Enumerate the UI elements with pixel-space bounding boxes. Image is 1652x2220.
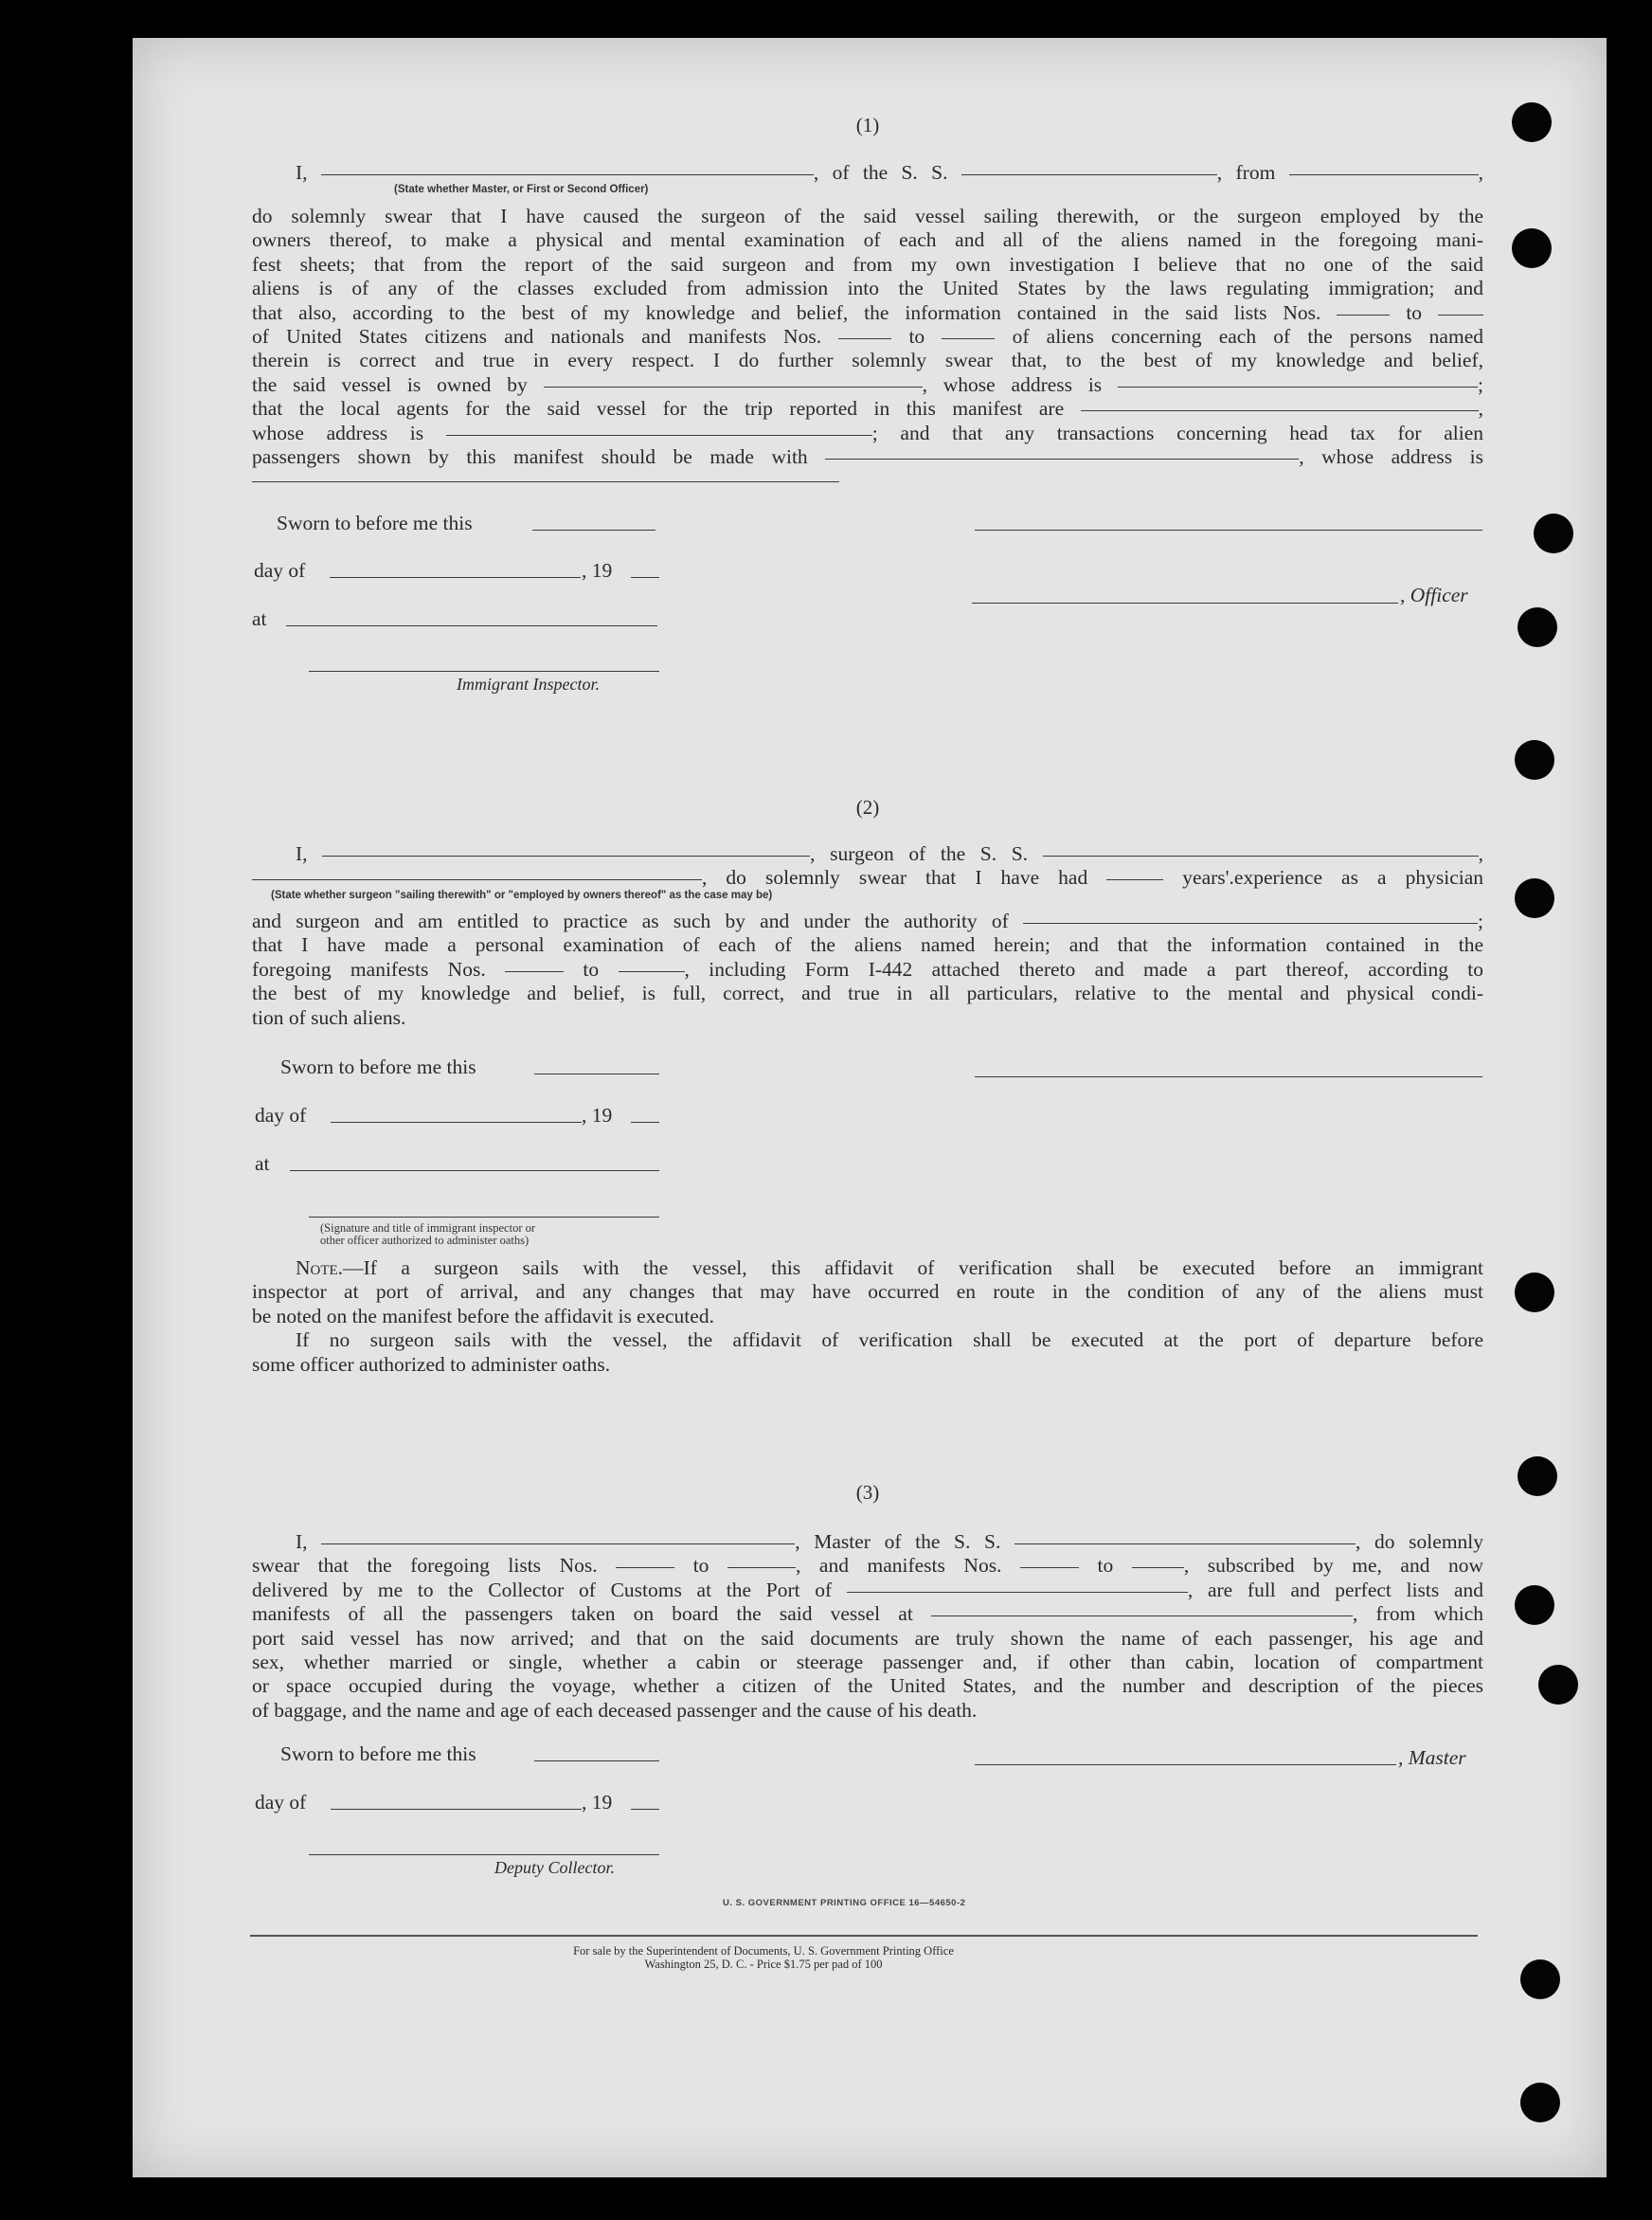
section-1-oath: [252, 161, 1483, 185]
s2-manifest-to-field[interactable]: [619, 970, 685, 972]
s2-month-field[interactable]: [331, 1122, 582, 1123]
s3-manifests-to-field[interactable]: [1132, 1566, 1184, 1568]
s1-line-11: whose address is ; and that any transactions concerning head tax for alien: [252, 421, 1483, 444]
licensing-authority-field[interactable]: [1023, 922, 1478, 924]
s2-surgeon-signature-field[interactable]: [975, 1076, 1482, 1077]
s2-line-4: that I have made a personal examination of each of the aliens named herein; and that the information contained in the: [252, 933, 1483, 957]
section-2-oath: [252, 842, 1483, 891]
boarding-place-field[interactable]: [931, 1615, 1353, 1616]
s1-line-1: I, , of the S. S. , from ,: [296, 161, 1484, 184]
punch-hole: [1515, 1585, 1554, 1625]
s3-line-3: delivered by me to the Collector of Customs at the Port of , are full and perfect lists and: [252, 1578, 1483, 1601]
s1-inspector-label: Immigrant Inspector.: [457, 675, 600, 694]
punch-hole: [1517, 607, 1557, 647]
punch-hole: [1520, 1959, 1560, 1999]
alien-manifest-from-field[interactable]: [838, 337, 891, 339]
s1-officer-signature-field[interactable]: [972, 603, 1398, 604]
s3-month-field[interactable]: [331, 1809, 582, 1810]
s2-at-label: at: [255, 1152, 270, 1175]
head-tax-party-field[interactable]: [825, 458, 1299, 460]
punch-hole: [1538, 1665, 1578, 1705]
s1-line-8: therein is correct and true in every respect. I do further solemnly swear that, to the best of my knowledge and belief,: [252, 349, 1483, 372]
port-field[interactable]: [847, 1591, 1188, 1593]
s2-line-3: and surgeon and am entitled to practice as such by and under the authority of ;: [252, 910, 1484, 932]
s1-officer-name-field[interactable]: [975, 530, 1482, 531]
s3-sworn-day-field[interactable]: [534, 1760, 659, 1761]
footer-rule: [250, 1935, 1478, 1937]
s2-signature-hint-1: (Signature and title of immigrant inspector or: [320, 1221, 536, 1235]
master-name-field[interactable]: [321, 1543, 795, 1544]
master-label: , Master: [1398, 1746, 1466, 1769]
footer-line-2: Washington 25, D. C. - Price $1.75 per pad of 100: [644, 1958, 883, 1971]
s3-line-6: sex, whether married or single, whether a cabin or steerage passenger and, if other than cabin, location of compartment: [252, 1651, 1483, 1674]
alien-manifest-to-field[interactable]: [942, 337, 995, 339]
s1-year-field[interactable]: [631, 577, 659, 578]
s2-line-2: , do solemnly swear that I have had years'.experience as a physician: [252, 866, 1483, 890]
s2-sworn-label: Sworn to before me this: [280, 1056, 476, 1078]
s1-line-12: passengers shown by this manifest should be made with , whose address is: [252, 445, 1483, 469]
s3-dayof-label: day of: [255, 1791, 307, 1814]
s3-vessel-name-field[interactable]: [1015, 1543, 1356, 1544]
s1-line-3: owners thereof, to make a physical and mental examination of each and all of the aliens named in the foregoing mani-: [252, 228, 1483, 252]
us-lists-from-field[interactable]: [1337, 314, 1390, 316]
s1-line-4: fest sheets; that from the report of the said surgeon and from my own investigation I believe that no one of the said: [252, 252, 1483, 276]
punch-hole: [1512, 228, 1552, 268]
section-3-body: [252, 1530, 1483, 1723]
s2-line-7: tion of such aliens.: [252, 1005, 406, 1029]
section-3-number: (3): [855, 1481, 880, 1504]
from-port-field[interactable]: [1289, 173, 1479, 175]
note-line-2: inspector at port of arrival, and any changes that may have occurred en route in the condition of any of the aliens must: [252, 1280, 1483, 1304]
s1-at-place-field[interactable]: [286, 625, 657, 626]
s2-year-field[interactable]: [631, 1122, 659, 1123]
s1-line-9: the said vessel is owned by , whose address is ;: [252, 372, 1483, 396]
s1-sworn-label: Sworn to before me this: [277, 512, 473, 534]
s3-line-5: port said vessel has now arrived; and that on the said documents are truly shown the name of each passenger, his age and: [252, 1626, 1483, 1650]
note-line-4: If no surgeon sails with the vessel, the affidavit of verification shall be executed at the port of departure before: [296, 1328, 1483, 1352]
master-signature-field[interactable]: [975, 1764, 1396, 1765]
local-agents-field[interactable]: [1081, 409, 1479, 411]
s3-line-8: of baggage, and the name and age of each deceased passenger and the cause of his death.: [252, 1698, 978, 1722]
surgeon-status-hint: (State whether surgeon "sailing therewith" or "employed by owners thereof" as the case may be): [271, 890, 773, 901]
s2-signature-hint-2: other officer authorized to administer oaths): [320, 1234, 530, 1247]
note-line-5: some officer authorized to administer oaths.: [252, 1352, 611, 1376]
punch-hole: [1520, 2083, 1560, 2122]
s1-line-6: that also, according to the best of my knowledge and belief, the information contained in the said lists Nos. to: [252, 301, 1483, 325]
s2-year-label: , 19: [582, 1104, 613, 1127]
surgeon-name-field[interactable]: [322, 855, 810, 857]
s3-line-1: I, , Master of the S. S. , do solemnly: [296, 1530, 1484, 1553]
s3-year-label: , 19: [582, 1791, 613, 1814]
s1-inspector-signature-field[interactable]: [309, 671, 659, 672]
years-experience-field[interactable]: [1106, 878, 1163, 880]
s3-lists-to-field[interactable]: [727, 1566, 796, 1568]
s2-line-5: foregoing manifests Nos. to , including Form I-442 attached thereto and made a part thereof, according to: [252, 957, 1484, 981]
vessel-owner-field[interactable]: [544, 386, 923, 388]
s1-line-5: aliens is of any of the classes excluded from admission into the United States by the laws regulating immigration; and: [252, 277, 1483, 300]
s2-line-6: the best of my knowledge and belief, is full, correct, and true in all particulars, relative to the mental and physical condi-: [252, 982, 1483, 1005]
collector-label: Deputy Collector.: [494, 1858, 615, 1877]
s1-month-field[interactable]: [330, 577, 581, 578]
s3-year-field[interactable]: [631, 1809, 659, 1810]
owner-address-field[interactable]: [1118, 386, 1478, 388]
section-2-number: (2): [855, 796, 880, 819]
s1-at-label: at: [252, 607, 267, 630]
punch-hole: [1517, 1456, 1557, 1496]
s1-line-10: that the local agents for the said vessel for the trip reported in this manifest are ,: [252, 397, 1484, 421]
surgeon-status-field[interactable]: [252, 878, 702, 880]
s1-year-label: , 19: [582, 559, 613, 582]
punch-hole: [1515, 1272, 1554, 1312]
s3-line-4: manifests of all the passengers taken on board the said vessel at , from which: [252, 1602, 1483, 1626]
section-1-number: (1): [855, 114, 880, 136]
gpo-imprint: U. S. GOVERNMENT PRINTING OFFICE 16—54650-2: [723, 1898, 966, 1908]
section-1-body: [252, 205, 1483, 469]
s3-manifests-from-field[interactable]: [1020, 1566, 1079, 1568]
s1-sworn-day-field[interactable]: [532, 530, 655, 531]
s2-manifest-from-field[interactable]: [505, 970, 564, 972]
s1-line-2: do solemnly swear that I have caused the surgeon of the said vessel sailing therewith, or the surgeon employed by the: [252, 205, 1483, 227]
s1-dayof-label: day of: [254, 559, 306, 582]
s2-at-place-field[interactable]: [290, 1170, 659, 1171]
punch-hole: [1512, 102, 1552, 142]
agents-address-field[interactable]: [446, 434, 872, 436]
section-2-note: [252, 1256, 1483, 1377]
s1-line-7: of United States citizens and nationals and manifests Nos. to of aliens concerning each of the persons named: [252, 325, 1483, 349]
punch-hole: [1515, 878, 1554, 918]
s3-line-7: or space occupied during the voyage, whether a citizen of the United States, and the number and description of the pieces: [252, 1674, 1483, 1698]
s3-sworn-label: Sworn to before me this: [280, 1742, 476, 1765]
section-2-body: [252, 910, 1483, 1030]
punch-hole: [1515, 740, 1554, 780]
collector-signature-field[interactable]: [309, 1854, 659, 1855]
us-lists-to-field[interactable]: [1438, 314, 1483, 316]
s2-dayof-label: day of: [255, 1104, 307, 1127]
note-line-1: Note.—If a surgeon sails with the vessel, this affidavit of verification shall be executed before an immigrant: [296, 1256, 1483, 1279]
s2-vessel-name-field[interactable]: [1043, 855, 1479, 857]
s1-officer-label: , Officer: [1400, 584, 1468, 606]
officer-rank-field[interactable]: [321, 173, 814, 175]
note-line-3: be noted on the manifest before the affidavit is executed.: [252, 1304, 714, 1327]
head-tax-address-field[interactable]: [252, 481, 839, 482]
s2-line-1: I, , surgeon of the S. S. ,: [296, 842, 1484, 865]
vessel-name-field[interactable]: [961, 173, 1217, 175]
s3-lists-from-field[interactable]: [616, 1566, 674, 1568]
punch-hole: [1534, 514, 1573, 553]
officer-rank-hint: (State whether Master, or First or Second Officer): [394, 184, 649, 195]
footer-line-1: For sale by the Superintendent of Documents, U. S. Government Printing Office: [573, 1944, 954, 1958]
s2-inspector-signature-field[interactable]: [309, 1217, 659, 1218]
s3-line-2: swear that the foregoing lists Nos. to , and manifests Nos. to , subscribed by me, and now: [252, 1554, 1484, 1578]
